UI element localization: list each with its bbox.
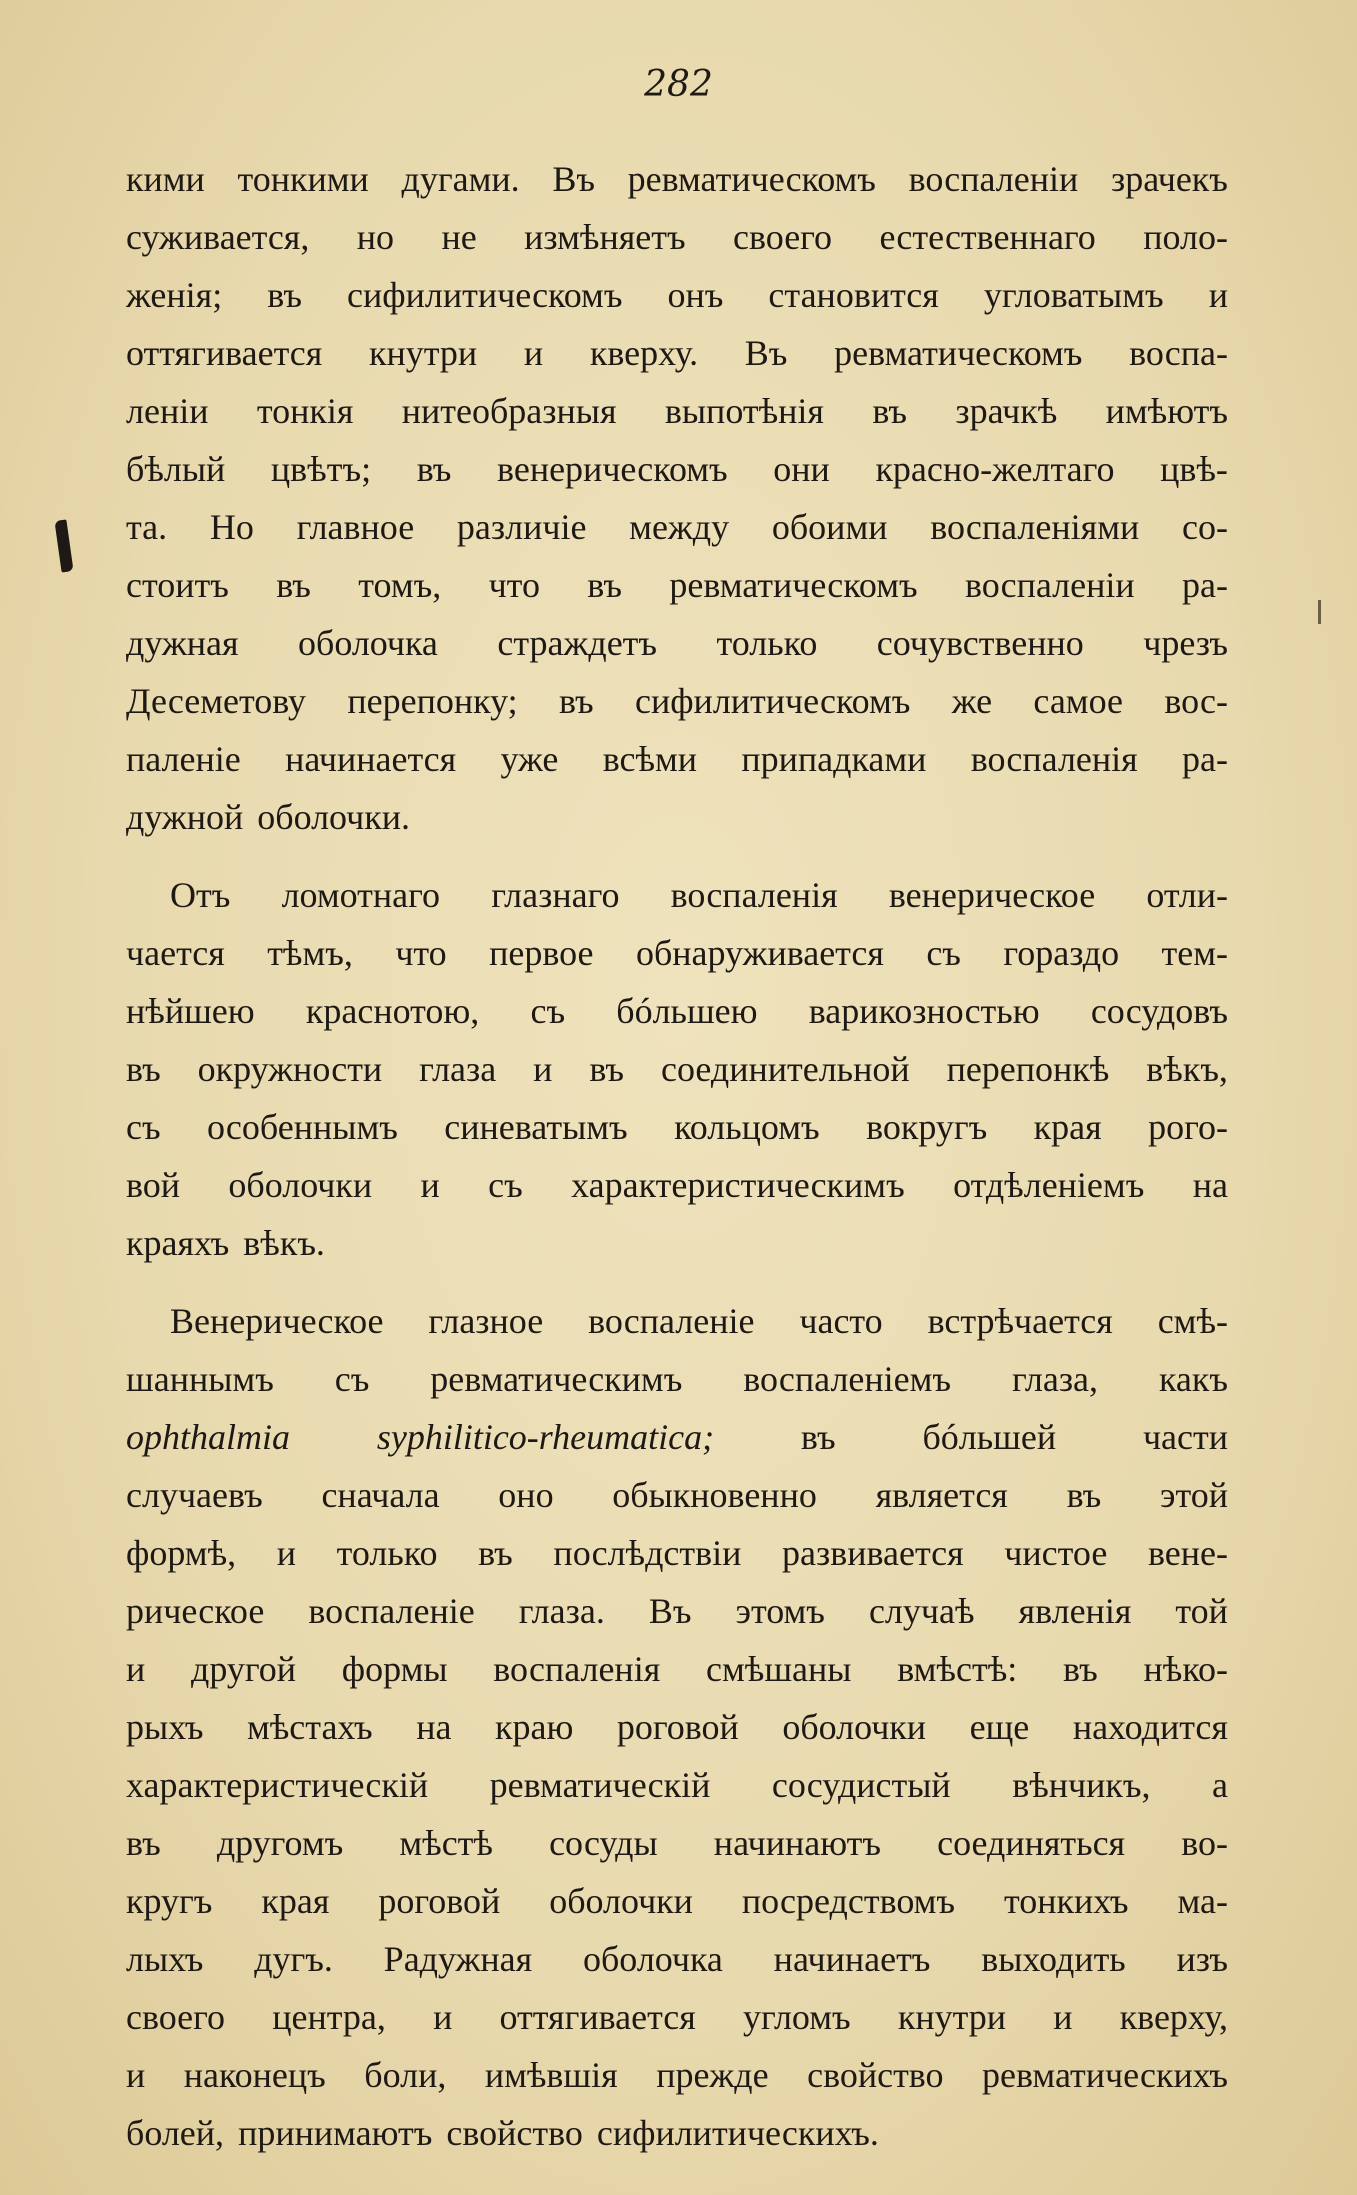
text-line: болей, принимаютъ свойство сифилитическихъ. — [126, 2113, 879, 2153]
margin-ink-mark — [54, 519, 73, 572]
text-line: паленіе начинается уже всѣми припадками воспаленія ра- — [126, 739, 1228, 779]
text-line: женія; въ сифилитическомъ онъ становится угловатымъ и — [126, 275, 1228, 315]
text-line: дужная оболочка страждетъ только сочувственно чрезъ — [126, 623, 1228, 663]
text-line: кими тонкими дугами. Въ ревматическомъ воспаленіи зрачекъ — [126, 159, 1228, 199]
text-line: Отъ ломотнаго глазнаго воспаленія венерическое отли- — [170, 875, 1228, 915]
text-line: формѣ, и только въ послѣдствіи развивается чистое вене- — [126, 1533, 1228, 1573]
text-line: краяхъ вѣкъ. — [126, 1223, 325, 1263]
text-line: шаннымъ съ ревматическимъ воспаленіемъ глаза, какъ — [126, 1359, 1228, 1399]
text-line: стоитъ въ томъ, что въ ревматическомъ воспаленіи ра- — [126, 565, 1228, 605]
text-line: рыхъ мѣстахъ на краю роговой оболочки еще находится — [126, 1707, 1228, 1747]
text-line: дужной оболочки. — [126, 797, 410, 837]
text-line: оттягивается кнутри и кверху. Въ ревматическомъ воспа- — [126, 333, 1228, 373]
text-line: чается тѣмъ, что первое обнаруживается съ гораздо тем- — [126, 933, 1228, 973]
text-line: съ особеннымъ синеватымъ кольцомъ вокругъ края рого- — [126, 1107, 1228, 1147]
text-line: та. Но главное различіе между обоими воспаленіями со- — [126, 507, 1228, 547]
body-text — [126, 150, 1228, 2162]
text-line: случаевъ сначала оно обыкновенно является въ этой — [126, 1475, 1228, 1515]
text-line: леніи тонкія нитеобразныя выпотѣнія въ зрачкѣ имѣютъ — [126, 391, 1228, 431]
text-line: и другой формы воспаленія смѣшаны вмѣстѣ: въ нѣко- — [126, 1649, 1228, 1689]
text-line: вой оболочки и съ характеристическимъ отдѣленіемъ на — [126, 1165, 1228, 1205]
text-line: своего центра, и оттягивается угломъ кнутри и кверху, — [126, 1997, 1228, 2037]
text-line: характеристическій ревматическій сосудистый вѣнчикъ, а — [126, 1765, 1228, 1805]
text-line: ophthalmia syphilitico-rheumatica; въ бóльшей части — [126, 1417, 1228, 1457]
text-line: въ другомъ мѣстѣ сосуды начинаютъ соединяться во- — [126, 1823, 1228, 1863]
text-line: Венерическое глазное воспаленіе часто встрѣчается смѣ- — [170, 1301, 1228, 1341]
text-line: Десеметову перепонку; въ сифилитическомъ же самое вос- — [126, 681, 1228, 721]
paragraph-gap — [126, 846, 1228, 866]
paragraph-gap — [126, 1272, 1228, 1292]
text-line: лыхъ дугъ. Радужная оболочка начинаетъ выходить изъ — [126, 1939, 1228, 1979]
text-line: суживается, но не измѣняетъ своего естественнаго поло- — [126, 217, 1228, 257]
text-line: и наконецъ боли, имѣвшія прежде свойство ревматическихъ — [126, 2055, 1228, 2095]
page-number: 282 — [644, 64, 713, 105]
text-line: въ окружности глаза и въ соединительной перепонкѣ вѣкъ, — [126, 1049, 1228, 1089]
text-line: кругъ края роговой оболочки посредствомъ тонкихъ ма- — [126, 1881, 1228, 1921]
margin-tick-mark — [1318, 600, 1321, 624]
text-line: бѣлый цвѣтъ; въ венерическомъ они красно-желтаго цвѣ- — [126, 449, 1228, 489]
text-line: нѣйшею краснотою, съ бóльшею варикозностью сосудовъ — [126, 991, 1228, 1031]
text-line: рическое воспаленіе глаза. Въ этомъ случаѣ явленія той — [126, 1591, 1228, 1631]
